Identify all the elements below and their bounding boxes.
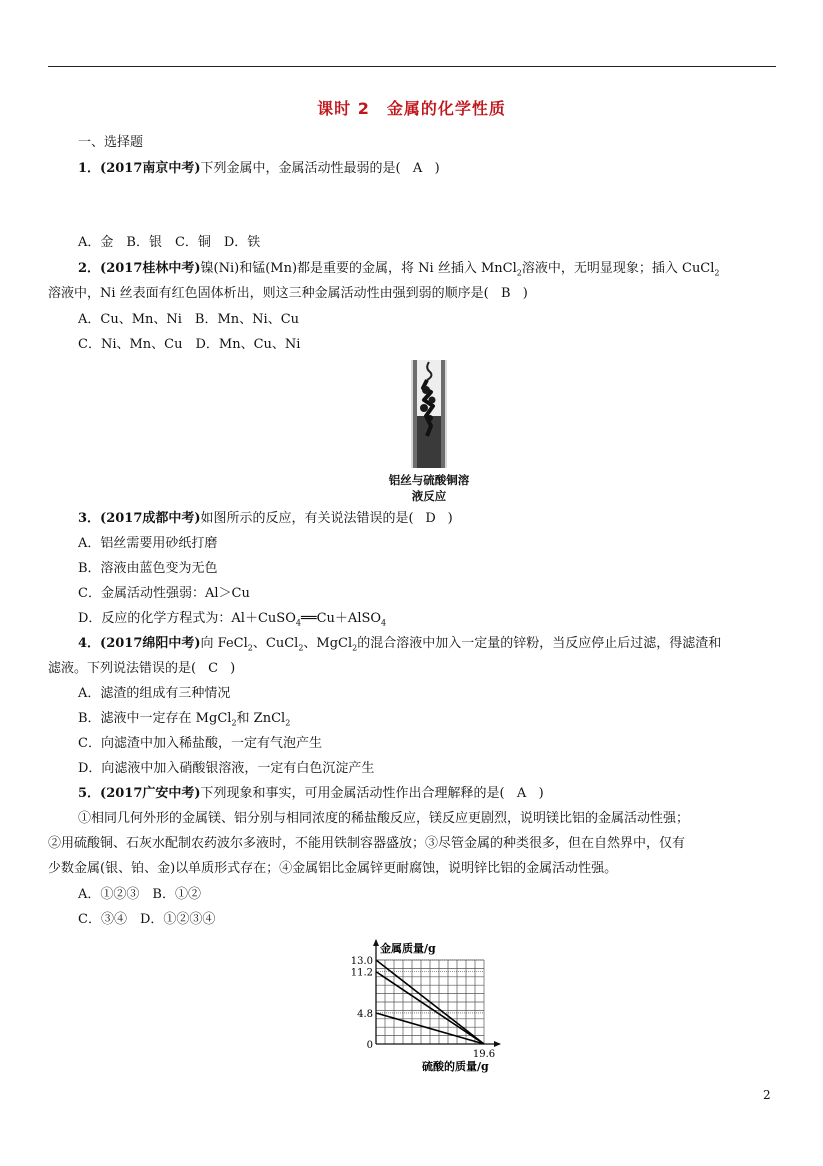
q4-source: (2017绵阳中考)	[100, 636, 201, 651]
page-title: 课时 2 金属的化学性质	[317, 99, 506, 118]
q4-sub-b: 2	[298, 643, 304, 653]
q2-options-2: C．Ni、Mn、Cu D．Mn、Cu、Ni	[78, 337, 301, 352]
y-tick-label: 11.2	[350, 967, 373, 979]
figure-1-caption-line-1: 铝丝与硫酸铜溶	[388, 473, 470, 487]
section-heading: 一、选择题	[78, 135, 144, 150]
q5-stem: 下列现象和事实，可用金属活动性作出合理解释的是(	[200, 786, 505, 801]
q4-text-a: 向 FeCl	[200, 636, 248, 651]
q3-number: 3．	[78, 511, 101, 526]
q3-source: (2017成都中考)	[100, 511, 201, 526]
question-2-line-1	[78, 260, 720, 283]
q4-close: )	[230, 661, 236, 676]
q5-number: 5．	[78, 786, 101, 801]
q5-paragraph-2: ②用硫酸铜、石灰水配制农药波尔多液时，不能用铁制容器盛放；③尽管金属的种类很多，但在自然界中，仅有	[48, 836, 686, 851]
q4-option-d: D．向滤液中加入硝酸银溶液，一定有白色沉淀产生	[78, 761, 375, 776]
q4-text-e: 滤液。下列说法错误的是(	[48, 661, 197, 676]
q2-text-a: 镍(Ni)和锰(Mn)都是重要的金属，将 Ni 丝插入 MnCl	[200, 261, 517, 276]
y-tick-label: 0	[366, 1040, 373, 1051]
q4-sub-a: 2	[247, 643, 253, 653]
metal-mass-chart	[330, 932, 520, 1074]
top-rule	[48, 66, 776, 67]
q3-option-d	[78, 610, 386, 633]
y-tick-label: 13.0	[350, 956, 373, 967]
q3-stem: 如图所示的反应，有关说法错误的是(	[200, 511, 414, 526]
q2-options-1: A．Cu、Mn、Ni B．Mn、Ni、Cu	[78, 312, 300, 327]
q4-option-b	[78, 710, 290, 733]
question-4-line-1	[78, 635, 721, 658]
q5-source: (2017广安中考)	[100, 786, 201, 801]
x-axis-arrow	[494, 1041, 501, 1047]
q4-option-a: A．滤渣的组成有三种情况	[78, 686, 231, 701]
q5-answer: A	[516, 786, 527, 801]
test-tube-photo	[411, 360, 447, 468]
q3-sub-b: 4	[381, 618, 387, 628]
q3-option-a: A．铝丝需要用砂纸打磨	[78, 536, 218, 551]
q4-option-b-sub-b: 2	[285, 718, 291, 728]
q2-source: (2017桂林中考)	[100, 261, 201, 276]
q5-paragraph-1: ①相同几何外形的金属镁、铝分别与相同浓度的稀盐酸反应，镁反应更剧烈，说明镁比铝的金属活动性强；	[78, 811, 690, 826]
q1-options: A．金 B．银 C．铜 D．铁	[78, 235, 261, 250]
q4-text-d: 的混合溶液中加入一定量的锌粉，当反应停止后过滤，得滤渣和	[357, 636, 722, 651]
q4-answer: C	[208, 661, 219, 676]
q4-number: 4．	[78, 636, 101, 651]
q3-option-d-text-a: D．反应的化学方程式为：Al＋CuSO	[78, 611, 296, 626]
q4-option-b-sub-a: 2	[231, 718, 237, 728]
q4-option-b-text-b: 和 ZnCl	[236, 711, 286, 726]
x-tick-label: 19.6	[472, 1049, 496, 1060]
q4-text-c: 、MgCl	[303, 636, 353, 651]
q3-option-d-text-b: ══Cu＋AlSO	[300, 611, 382, 626]
chart-y-label: 金属质量/g	[380, 942, 436, 955]
q1-source: (2017南京中考)	[100, 161, 201, 176]
q4-option-b-text-a: B．滤液中一定存在 MgCl	[78, 711, 232, 726]
question-1	[78, 160, 440, 178]
q4-option-c: C．向滤渣中加入稀盐酸，一定有气泡产生	[78, 736, 322, 751]
figure-1-caption-line-2: 液反应	[411, 489, 447, 503]
q5-close: )	[538, 786, 544, 801]
question-3	[78, 510, 453, 528]
q1-number: 1．	[78, 161, 101, 176]
y-tick-label: 4.8	[357, 1008, 373, 1020]
figure-1-caption	[372, 472, 486, 504]
q5-options-1: A．①②③ B．①②	[78, 887, 201, 902]
q2-sub-b: 2	[714, 268, 720, 278]
question-2-line-2	[48, 285, 528, 303]
q3-option-c: C．金属活动性强弱：Al＞Cu	[78, 586, 250, 601]
y-axis-arrow	[373, 939, 379, 946]
q3-option-b: B．溶液由蓝色变为无色	[78, 561, 218, 576]
q1-answer: A	[412, 161, 423, 176]
q3-answer: D	[425, 511, 436, 526]
chart-x-label: 硫酸的质量/g	[422, 1060, 489, 1073]
q2-sub-a: 2	[516, 268, 522, 278]
question-5	[78, 785, 544, 803]
q2-number: 2．	[78, 261, 101, 276]
q4-text-b: 、CuCl	[252, 636, 299, 651]
q5-options-2: C．③④ D．①②③④	[78, 912, 216, 927]
page-number: 2	[763, 1088, 771, 1102]
q1-close: )	[434, 161, 440, 176]
q2-text-b: 溶液中，无明显现象；插入 CuCl	[521, 261, 715, 276]
q2-close: )	[522, 286, 528, 301]
q5-paragraph-3: 少数金属(银、铂、金)以单质形式存在；④金属铝比金属锌更耐腐蚀，说明锌比铝的金属活动性强。	[48, 861, 618, 876]
q2-answer: B	[500, 286, 511, 301]
q2-text-c: 溶液中，Ni 丝表面有红色固体析出，则这三种金属活动性由强到弱的顺序是(	[48, 286, 489, 301]
q4-sub-c: 2	[352, 643, 358, 653]
q3-sub-a: 4	[295, 618, 301, 628]
q1-stem: 下列金属中，金属活动性最弱的是(	[200, 161, 401, 176]
question-4-line-2	[48, 660, 235, 678]
q3-close: )	[447, 511, 453, 526]
